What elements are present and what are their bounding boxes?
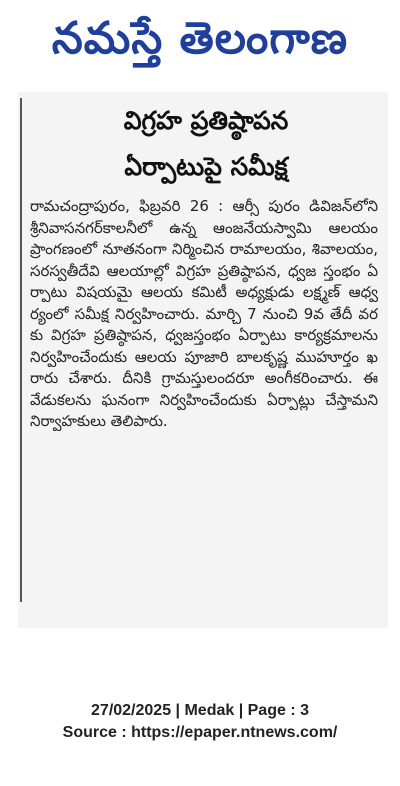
- footer-source-link: Source : https://epaper.ntnews.com/: [62, 724, 338, 741]
- news-clipping: [18, 92, 388, 628]
- footer-date-edition: 27/02/2025 | Medak | Page : 3: [91, 702, 309, 719]
- headline-line-1: విగ్రహ ప్రతిష్ఠాపన: [123, 106, 289, 135]
- article-body: రామచంద్రాపురం, ఫిబ్రవరి 26 : ఆర్సీ పురం డివిజన్‌లోని శ్రీనివాసనగర్‌కాలనీలో ఉన్న ఆంజనేయస్వామి ఆలయం ప్రాంగణంలో నూతనంగా నిర్మించిన రామాలయం, శివాలయం, సరస్వతీదేవి ఆలయాల్లో విగ్రహ ప్రతిష్ఠాపన, ధ్వజ స్తంభం ఏర్పాటు విషయమై ఆలయ కమిటీ అధ్యక్షుడు లక్ష్మణ్ ఆధ్వర్యంలో సమీక్ష నిర్వహించారు. మార్చి 7 నుంచి 9వ తేదీ వరకు విగ్రహ ప్రతిష్ఠాపన, ధ్వజస్తంభం ఏర్పాటు కార్యక్రమాలను నిర్వహించేందుకు ఆలయ పూజారి బాలకృష్ణ ముహూర్తం ఖరారు చేశారు. దీనికి గ్రామస్తులందరూ అంగీకరించారు. ఈ వేడుకలను ఘనంగా నిర్వహించేందుకు ఏర్పాట్లు చేస్తామని నిర్వాహకులు తెలిపారు.: [30, 197, 378, 430]
- column-rule: [20, 98, 22, 602]
- article-headline: [30, 98, 382, 190]
- newspaper-masthead: నమస్తే తెలంగాణ: [51, 13, 349, 64]
- page-footer: [0, 700, 400, 744]
- headline-line-2: ఏర్పాటుపై సమీక్ష: [124, 152, 288, 181]
